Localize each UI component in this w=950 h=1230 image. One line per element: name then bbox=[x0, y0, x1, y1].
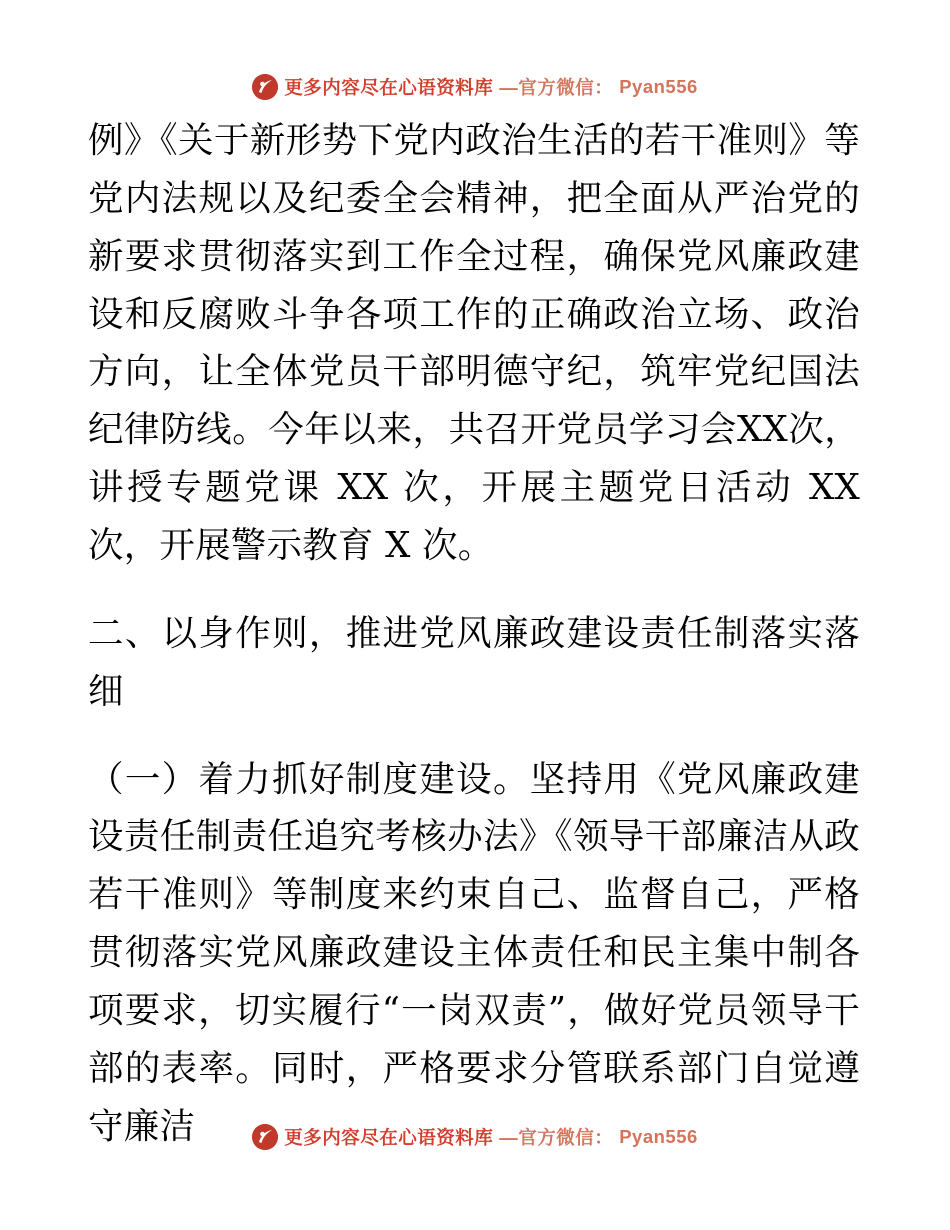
paragraph: （一）着力抓好制度建设。坚持用《党风廉政建设责任制责任追究考核办法》《领导干部廉洁从政若干准则》等制度来约束自己、监督自己，严格贯彻落实党风廉政建设主体责任和民主集中制各项要求，切实履行“一岗双责”，做好党员领导干部的表率。同时，严格要求分管联系部门自觉遵守廉洁 bbox=[88, 758, 860, 1147]
promo-wechat-id: Pyan556 bbox=[619, 76, 698, 97]
red-circle-logo-icon bbox=[252, 74, 278, 100]
section-heading: 二、以身作则，推进党风廉政建设责任制落实落细 bbox=[88, 612, 860, 712]
promo-sub-text: —官方微信： bbox=[499, 1127, 614, 1148]
promo-wechat-id: Pyan556 bbox=[619, 1126, 698, 1147]
document-body bbox=[88, 112, 860, 1156]
promo-banner-bottom bbox=[0, 1124, 950, 1150]
promo-main-text: 更多内容尽在心语资料库 bbox=[284, 77, 494, 98]
red-circle-logo-icon bbox=[252, 1124, 278, 1150]
promo-banner-top bbox=[0, 74, 950, 100]
paragraph: 例》《关于新形势下党内政治生活的若干准则》等党内法规以及纪委全会精神，把全面从严治党的新要求贯彻落实到工作全过程，确保党风廉政建设和反腐败斗争各项工作的正确政治立场、政治方向，让全体党员干部明德守纪，筑牢党纪国法纪律防线。今年以来，共召开党员学习会XX次，讲授专题党课 XX 次，开展主题党日活动 XX 次，开展警示教育 X 次。 bbox=[88, 120, 860, 567]
promo-sub-text: —官方微信： bbox=[499, 77, 614, 98]
promo-main-text: 更多内容尽在心语资料库 bbox=[284, 1127, 494, 1148]
